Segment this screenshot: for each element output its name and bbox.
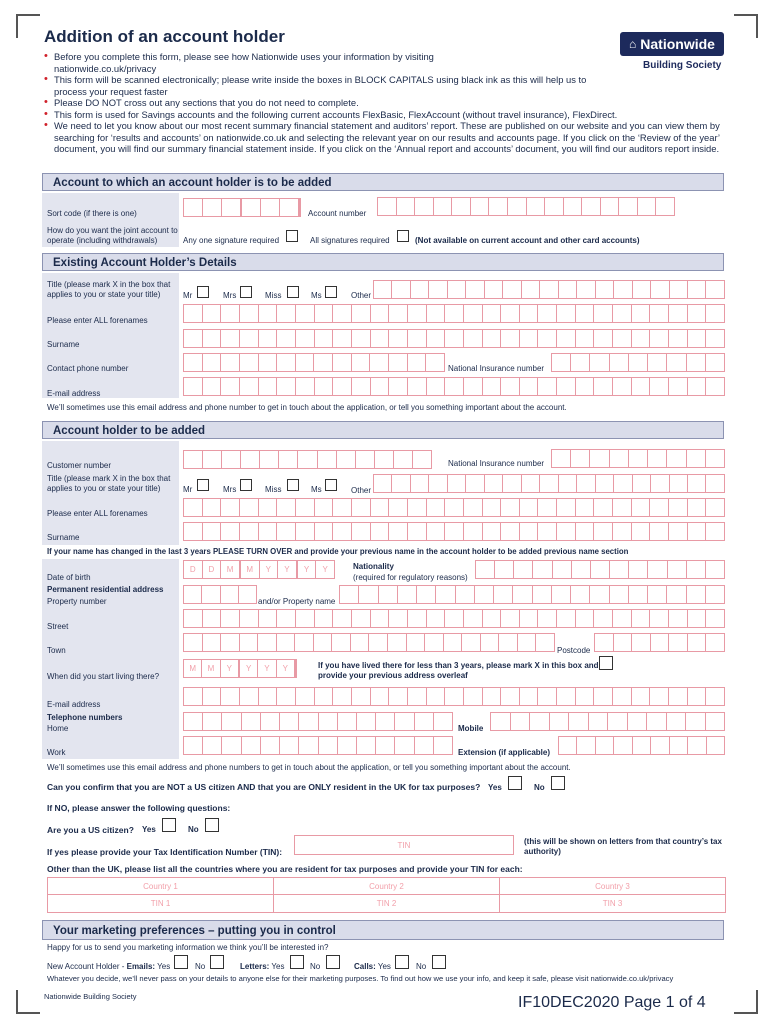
sort-code-boxes[interactable] — [183, 198, 301, 217]
section-holder-added: Account holder to be added — [42, 421, 724, 439]
logo-subtitle: Building Society — [643, 60, 722, 71]
forenames-boxes[interactable] — [183, 304, 725, 323]
section-marketing: Your marketing preferences – putting you in control — [42, 920, 724, 940]
letters-no-label: No — [310, 962, 321, 971]
title-label: Title (please mark X in the box that applies to you or state your title) — [47, 474, 171, 493]
how-operate-label: How do you want the joint account to operate (including withdrawals) — [47, 226, 178, 245]
title-ms-label: Ms — [311, 291, 322, 300]
calls-yes-checkbox[interactable] — [395, 955, 409, 969]
less-3-years-checkbox[interactable] — [599, 656, 613, 670]
email-boxes[interactable] — [183, 377, 725, 396]
title-miss-checkbox[interactable] — [287, 479, 299, 491]
work-phone-boxes[interactable] — [183, 736, 453, 755]
footer-form-ref: IF10DEC2020 Page 1 of 4 — [518, 994, 706, 1011]
instruction-item: • This form is used for Savings accounts and the following current accounts FlexBasic, FlexAccount (without travel insurance), FlexDirect. — [42, 109, 732, 121]
mobile-label: Mobile — [458, 724, 484, 733]
tax-residency-grid — [47, 877, 726, 913]
title-mr-checkbox[interactable] — [197, 479, 209, 491]
town-boxes[interactable] — [183, 633, 555, 652]
all-signatures-checkbox[interactable] — [397, 230, 409, 242]
country-1-field[interactable]: Country 1 — [48, 878, 274, 895]
us-tax-no-checkbox[interactable] — [551, 776, 565, 790]
surname-label: Surname — [47, 533, 80, 542]
letters-yes-checkbox[interactable] — [290, 955, 304, 969]
email-label: E-mail address — [47, 389, 101, 398]
title-ms-checkbox[interactable] — [325, 286, 337, 298]
title-ms-checkbox[interactable] — [325, 479, 337, 491]
ni-label: National Insurance number — [448, 364, 545, 373]
us-tax-no-label: No — [534, 783, 545, 792]
account-number-label: Account number — [308, 209, 367, 218]
less-3-years-note: If you have lived there for less than 3 years, please mark X in this box and provide your previous address overleaf — [318, 661, 599, 680]
customer-number-label: Customer number — [47, 461, 112, 470]
title-other-label: Other — [351, 291, 372, 300]
crop-mark-br — [734, 990, 758, 1014]
title-mrs-label: Mrs — [223, 485, 237, 494]
letters-no-checkbox[interactable] — [326, 955, 340, 969]
section-account: Account to which an account holder is to be added — [42, 173, 724, 191]
title-label: Title (please mark X in the box that applies to you or state your title) — [47, 280, 171, 299]
instruction-item: • Before you complete this form, please see how Nationwide uses your information by visiting nationwide.co.uk/privacy — [42, 51, 474, 74]
us-citizen-no-label: No — [188, 825, 199, 834]
nationality-label: Nationality — [353, 562, 394, 571]
title-mrs-checkbox[interactable] — [240, 479, 252, 491]
logo-name: Nationwide — [640, 36, 715, 52]
name-changed-note: If your name has changed in the last 3 years PLEASE TURN OVER and provide your previous name in the account holder to be added previous name section — [47, 547, 629, 556]
ni-boxes[interactable] — [551, 353, 725, 372]
surname-label: Surname — [47, 340, 80, 349]
any-one-signature-label: Any one signature required — [183, 236, 280, 245]
sort-code-label: Sort code (if there is one) — [47, 209, 137, 218]
calls-no-checkbox[interactable] — [432, 955, 446, 969]
instruction-item: • Please DO NOT cross out any sections that you do not need to complete. — [42, 97, 732, 109]
contact-phone-boxes[interactable] — [183, 353, 445, 372]
contact-usage-note: We’ll sometimes use this email address and phone numbers to get in touch about the application, or tell you something important about the account. — [47, 763, 571, 772]
work-phone-label: Work — [47, 748, 66, 757]
us-tax-question: Can you confirm that you are NOT a US citizen AND that you are ONLY resident in the UK for tax purposes? — [47, 782, 481, 792]
other-countries-question: Other than the UK, please list all the countries where you are resident for tax purposes and provide your TIN for each: — [47, 864, 523, 874]
all-signatures-label: All signatures required — [310, 236, 390, 245]
town-label: Town — [47, 646, 66, 655]
mobile-boxes[interactable] — [490, 712, 725, 731]
postcode-label: Postcode — [557, 646, 591, 655]
emails-yes-checkbox[interactable] — [174, 955, 188, 969]
crop-mark-tr — [734, 14, 758, 38]
us-citizen-yes-checkbox[interactable] — [162, 818, 176, 832]
property-number-label: Property number — [47, 597, 107, 606]
extension-label: Extension (if applicable) — [458, 748, 551, 757]
instructions-list — [42, 51, 732, 155]
instruction-item: • We need to let you know about our most recent summary financial statement and auditors’ report. These are published on our website and you can view them by searching for ‘results and accounts’ on nationwide.co.uk and selecting the relevant year on our results and accounts page. If you click on the ‘Review of the year’ document, you will find our summary financial statement inside. If you click on the ‘Annual report and accounts’ document, you will find our auditors report inside. — [42, 120, 732, 155]
title-ms-label: Ms — [311, 485, 322, 494]
us-tax-yes-checkbox[interactable] — [508, 776, 522, 790]
page-title: Addition of an account holder — [44, 27, 285, 46]
start-living-label: When did you start living there? — [47, 672, 160, 681]
telephone-label: Telephone numbers — [47, 713, 123, 722]
section-existing-holder: Existing Account Holder’s Details — [42, 253, 724, 271]
us-citizen-yes-label: Yes — [142, 825, 156, 834]
perm-address-label: Permanent residential address — [47, 585, 164, 594]
street-label: Street — [47, 622, 69, 631]
title-miss-label: Miss — [265, 291, 282, 300]
street-boxes[interactable] — [183, 609, 725, 628]
dob-label: Date of birth — [47, 573, 91, 582]
property-name-label: and/or Property name — [258, 597, 336, 606]
ni-label: National Insurance number — [448, 459, 545, 468]
postcode-boxes[interactable] — [594, 633, 725, 652]
tin-3-field[interactable]: TIN 3 — [602, 899, 623, 908]
house-icon: ⌂ — [629, 37, 637, 51]
title-mr-label: Mr — [183, 291, 193, 300]
emails-no-label: No — [195, 962, 206, 971]
us-citizen-no-checkbox[interactable] — [205, 818, 219, 832]
email-label: E-mail address — [47, 700, 101, 709]
title-miss-checkbox[interactable] — [287, 286, 299, 298]
if-no-note: If NO, please answer the following questions: — [47, 803, 231, 813]
any-one-signature-checkbox[interactable] — [286, 230, 298, 242]
tin-note: (this will be shown on letters from that country’s tax authority) — [524, 837, 722, 856]
calls-no-label: No — [416, 962, 427, 971]
forenames-label: Please enter ALL forenames — [47, 509, 148, 518]
tin-question: If yes please provide your Tax Identification Number (TIN): — [47, 847, 283, 857]
emails-no-checkbox[interactable] — [210, 955, 224, 969]
title-other-boxes[interactable] — [373, 474, 725, 493]
extension-boxes[interactable] — [558, 736, 725, 755]
privacy-note: Whatever you decide, we’ll never pass on your details to anyone else for their marketing purposes. To find out how we use your info, and keep it safe, please visit nationwide.co.uk/privacy — [47, 974, 674, 983]
customer-number-boxes[interactable] — [183, 450, 432, 469]
property-number-boxes[interactable] — [183, 585, 257, 604]
crop-mark-bl — [16, 990, 40, 1014]
start-living-boxes[interactable]: M M Y Y Y Y — [183, 659, 297, 678]
country-3-field[interactable]: Country 3 — [500, 878, 725, 895]
us-citizen-question: Are you a US citizen? — [47, 825, 134, 835]
dob-boxes[interactable]: D D M M Y Y Y Y — [183, 560, 335, 579]
footer-society: Nationwide Building Society — [44, 992, 137, 1001]
nationality-boxes[interactable] — [475, 560, 725, 579]
crop-mark-tl — [16, 14, 40, 38]
calls-label: Calls: Yes — [354, 962, 391, 971]
title-mrs-checkbox[interactable] — [240, 286, 252, 298]
instruction-item: • This form will be scanned electronically; please write inside the boxes in BLOCK CAPITALS using black ink as this will help us to process your request faster — [42, 74, 614, 97]
surname-boxes[interactable] — [183, 329, 725, 348]
new-holder-label: New Account Holder - Emails: Yes — [47, 962, 171, 971]
not-available-note: (Not available on current account and other card accounts) — [415, 236, 640, 245]
ni-boxes[interactable] — [551, 449, 725, 468]
tin-1-field[interactable]: TIN 1 — [48, 895, 274, 912]
account-number-boxes[interactable] — [377, 197, 675, 216]
tin-2-field[interactable]: TIN 2 — [274, 895, 500, 912]
nationality-sublabel: (required for regulatory reasons) — [353, 573, 468, 582]
home-phone-label: Home — [47, 724, 69, 733]
forenames-boxes[interactable] — [183, 498, 725, 517]
forenames-label: Please enter ALL forenames — [47, 316, 148, 325]
surname-boxes[interactable] — [183, 522, 725, 541]
contact-phone-label: Contact phone number — [47, 364, 129, 373]
title-mr-checkbox[interactable] — [197, 286, 209, 298]
country-2-field[interactable]: Country 2 — [274, 878, 500, 895]
contact-usage-note: We’ll sometimes use this email address and phone number to get in touch about the application, or tell you something important about the account. — [47, 403, 567, 412]
title-mr-label: Mr — [183, 485, 193, 494]
home-phone-boxes[interactable] — [183, 712, 453, 731]
title-mrs-label: Mrs — [223, 291, 237, 300]
email-boxes[interactable] — [183, 687, 725, 706]
title-other-boxes[interactable] — [373, 280, 725, 299]
letters-label: Letters: Yes — [240, 962, 285, 971]
property-name-boxes[interactable] — [339, 585, 725, 604]
tin-field[interactable]: TIN — [294, 835, 514, 855]
us-tax-yes-label: Yes — [488, 783, 502, 792]
marketing-question: Happy for us to send you marketing information we think you’ll be interested in? — [47, 943, 329, 952]
title-miss-label: Miss — [265, 485, 282, 494]
title-other-label: Other — [351, 486, 372, 495]
